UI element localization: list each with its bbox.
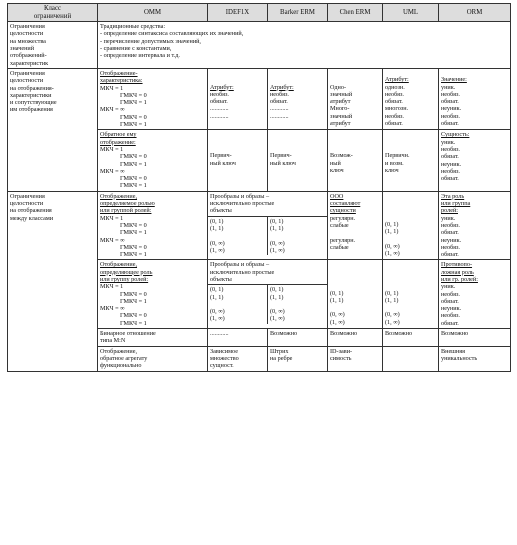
- cell-line: Ограничения: [10, 23, 45, 31]
- cell-line: ГМКЧ = 1: [120, 251, 147, 259]
- cell-line: обязат.: [210, 98, 228, 106]
- row3c-uml: Возможно: [383, 329, 439, 347]
- cell-line: объекты: [210, 275, 232, 283]
- row3b-span: [208, 260, 328, 329]
- cell-line: (0, 1): [270, 286, 284, 294]
- cell-line: ............: [210, 112, 229, 120]
- row2b-omm: [98, 130, 208, 191]
- row3a-chen-head: [330, 193, 380, 215]
- cell-line: ГМКЧ = 1: [120, 160, 147, 168]
- cell-line: им отображения: [10, 106, 53, 114]
- cell-line: (1, ∞): [210, 315, 225, 323]
- row1-class: [8, 22, 98, 69]
- cell-line: обязат.: [441, 229, 459, 237]
- cell-line: Зависимое: [210, 347, 238, 355]
- row2a-uml: [383, 68, 439, 129]
- header-barker: Barker ERM: [268, 4, 328, 22]
- row3b-idef1x: [208, 285, 268, 323]
- cell-line: (0, 1): [330, 289, 344, 297]
- cell-line: (0, 1): [385, 289, 399, 297]
- cell-line: уник.: [441, 83, 456, 91]
- row3d-chen: [328, 346, 383, 371]
- cell-line: Противопо-: [441, 261, 473, 269]
- cell-line: на отображения: [10, 207, 52, 215]
- cell-line: слабые: [330, 243, 349, 251]
- cell-line: неуник.: [441, 160, 462, 168]
- header-omm: OMM: [98, 4, 208, 22]
- cell-line: сущност.: [210, 362, 234, 370]
- cell-line: или группа: [441, 200, 471, 208]
- cell-line: ГМКЧ = 0: [120, 221, 147, 229]
- cell-line: обратное агрегату: [100, 354, 148, 362]
- row3b-orm: [439, 260, 511, 329]
- cell-line: или группой ролей:: [100, 207, 152, 215]
- cell-line: ГМКЧ = 0: [120, 243, 147, 251]
- row2a-omm: [98, 68, 208, 129]
- cell-line: - перечисление допустимых значений,: [100, 37, 201, 45]
- row3b-barker: [268, 285, 327, 323]
- cell-line: (1, ∞): [210, 246, 225, 254]
- cell-line: МКЧ = ∞: [100, 167, 125, 175]
- row3d-orm: [439, 346, 511, 371]
- cell-line: объекты: [210, 207, 232, 215]
- cell-line: необяз.: [270, 90, 289, 98]
- cell-line: ГМКЧ = 0: [120, 113, 147, 121]
- cell-line: и возм.: [385, 159, 404, 167]
- cell-line: отображений-: [10, 52, 47, 60]
- row3a-uml: [383, 191, 439, 260]
- cell-line: МКЧ = ∞: [100, 236, 125, 244]
- cell-line: Бинарное отношение: [100, 330, 156, 338]
- row3a-span-values: [208, 217, 327, 255]
- cell-line: (1, ∞): [270, 246, 285, 254]
- cell-line: МКЧ = 1: [100, 214, 124, 222]
- row-value-constraints: [8, 22, 511, 69]
- cell-line: ГМКЧ = 0: [120, 312, 147, 320]
- cell-line: необяз.: [385, 90, 404, 98]
- cell-line: целостности: [10, 77, 44, 85]
- cell-line: однозн.: [385, 83, 405, 91]
- row3a-idef1x: [208, 217, 268, 255]
- cell-line: МКЧ = ∞: [100, 305, 125, 313]
- cell-line: значный: [330, 112, 353, 120]
- cell-line: (1, 1): [270, 224, 284, 232]
- cell-line: исключительно простые: [210, 200, 275, 208]
- cell-line: атрибут: [330, 120, 351, 128]
- cell-line: регулярн.: [330, 214, 356, 222]
- row2a-chen: [328, 68, 383, 129]
- row3c-chen: Возможно: [328, 329, 383, 347]
- cell-line: симость: [330, 354, 352, 362]
- cell-line: необяз.: [441, 243, 460, 251]
- comparison-table: [7, 3, 511, 372]
- cell-line: обязат.: [441, 98, 459, 106]
- cell-line: обязат.: [441, 251, 459, 259]
- cell-line: многозн.: [385, 105, 409, 113]
- row3c-orm: Возможно: [439, 329, 511, 347]
- cell-line: ГМКЧ = 1: [120, 182, 147, 190]
- cell-line: Традиционные средства:: [100, 23, 166, 31]
- cell-line: Ограничения: [10, 69, 45, 77]
- row3d-idef1x: [208, 346, 268, 371]
- cell-line: ООО: [330, 192, 344, 200]
- cell-line: на ребре: [270, 354, 293, 362]
- cell-line: Возмож-: [330, 152, 353, 160]
- header-row: [8, 4, 511, 22]
- cell-line: Значение:: [441, 76, 467, 84]
- cell-line: Прообразы и образы –: [210, 261, 270, 269]
- row2b-barker: [268, 130, 328, 191]
- row3-class: [8, 191, 98, 371]
- row3b-chen: [328, 260, 383, 329]
- cell-line: ГМКЧ = 0: [120, 153, 147, 161]
- row3c-idef1x: ............: [208, 329, 268, 347]
- cell-line: Отображение,: [100, 192, 138, 200]
- row3c-omm: [98, 329, 208, 347]
- cell-line: неуник.: [441, 236, 462, 244]
- header-class-line: Класс: [44, 5, 61, 12]
- cell-line: уник.: [441, 138, 456, 146]
- cell-line: Обратное ему: [100, 131, 137, 139]
- cell-line: атрибут: [330, 98, 351, 106]
- row2b-orm: [439, 130, 511, 191]
- row2a-orm: [439, 68, 511, 129]
- cell-line: ID-зави-: [330, 347, 353, 355]
- cell-line: ГМКЧ = 0: [120, 290, 147, 298]
- cell-line: значений: [10, 45, 35, 53]
- cell-line: (0, ∞): [385, 242, 400, 250]
- document-page: [7, 3, 510, 372]
- cell-line: (0, ∞): [270, 308, 285, 316]
- cell-line: (1, 1): [385, 296, 399, 304]
- cell-line: Отображение-: [100, 69, 138, 77]
- cell-line: обязат.: [441, 319, 459, 327]
- row3a-orm: [439, 191, 511, 260]
- cell-line: значный: [330, 90, 353, 98]
- cell-line: ключ: [330, 166, 344, 174]
- cell-line: или гр. ролей:: [441, 275, 478, 283]
- cell-line: ролей:: [441, 207, 458, 215]
- row3b-span-head: [208, 260, 327, 285]
- cell-line: или группу ролей:: [100, 275, 149, 283]
- row3a-chen: [328, 191, 383, 260]
- cell-line: необяз.: [441, 221, 460, 229]
- cell-line: определяемое ролью: [100, 200, 155, 208]
- cell-line: Сущность:: [441, 131, 470, 139]
- row-characteristic-mappings: [8, 68, 511, 129]
- cell-line: (0, ∞): [210, 308, 225, 316]
- cell-line: необяз.: [441, 312, 460, 320]
- cell-line: отображение:: [100, 138, 136, 146]
- cell-line: необяз.: [441, 145, 460, 153]
- header-class: [8, 4, 98, 22]
- cell-line: (0, 1): [210, 217, 224, 225]
- cell-line: неуник.: [441, 105, 462, 113]
- cell-line: (1, ∞): [385, 250, 400, 258]
- cell-line: (1, 1): [385, 228, 399, 236]
- cell-line: необяз.: [385, 112, 404, 120]
- cell-line: составляют: [330, 200, 361, 208]
- cell-line: ГМКЧ = 1: [120, 229, 147, 237]
- cell-line: необяз.: [441, 90, 460, 98]
- cell-line: Внешняя: [441, 347, 465, 355]
- cell-line: целостности: [10, 30, 44, 38]
- cell-line: Атрибут:: [385, 76, 409, 84]
- row3b-omm: [98, 260, 208, 329]
- row3a-chen-values: [330, 215, 380, 251]
- cell-line: Много-: [330, 105, 350, 113]
- cell-line: ный ключ: [270, 159, 296, 167]
- cell-line: Первичн.: [385, 152, 410, 160]
- cell-line: ГМКЧ = 0: [120, 91, 147, 99]
- row3b-span-values: [208, 285, 327, 323]
- cell-line: Атрибут:: [270, 83, 294, 91]
- cell-line: уникальность: [441, 354, 478, 362]
- cell-line: Ограничения: [10, 192, 45, 200]
- cell-line: обязат.: [441, 175, 459, 183]
- row2a-barker: [268, 68, 328, 129]
- cell-line: ............: [210, 105, 229, 113]
- cell-line: (0, ∞): [270, 239, 285, 247]
- row1-content: [98, 22, 511, 69]
- cell-line: (1, 1): [210, 224, 224, 232]
- cell-line: (0, ∞): [385, 311, 400, 319]
- cell-line: (1, ∞): [270, 315, 285, 323]
- cell-line: Прообразы и образы –: [210, 192, 270, 200]
- cell-line: МКЧ = 1: [100, 283, 124, 291]
- cell-line: обязат.: [385, 98, 403, 106]
- cell-line: (1, ∞): [385, 318, 400, 326]
- row-role-mappings: [8, 191, 511, 260]
- cell-line: неуник.: [441, 305, 462, 313]
- cell-line: типа M:N: [100, 337, 126, 345]
- cell-line: уник.: [441, 214, 456, 222]
- cell-line: сущности: [330, 207, 356, 215]
- cell-line: Отображение,: [100, 347, 138, 355]
- cell-line: необяз.: [441, 290, 460, 298]
- cell-line: характеристики: [10, 91, 52, 99]
- row3a-span-head: [208, 192, 327, 217]
- cell-line: обязат.: [441, 120, 459, 128]
- cell-line: обязат.: [270, 98, 288, 106]
- cell-line: МКЧ = 1: [100, 84, 124, 92]
- cell-line: Отображение,: [100, 261, 138, 269]
- cell-line: слабые: [330, 221, 349, 229]
- cell-line: (1, 1): [210, 293, 224, 301]
- row3d-uml: [383, 346, 439, 371]
- cell-line: необяз.: [441, 167, 460, 175]
- cell-line: обязат.: [441, 153, 459, 161]
- cell-line: (0, ∞): [330, 311, 345, 319]
- cell-line: между классами: [10, 214, 54, 222]
- row2b-uml: [383, 130, 439, 191]
- cell-line: регулярн.: [330, 236, 356, 244]
- cell-line: обязат.: [385, 120, 403, 128]
- header-uml: UML: [383, 4, 439, 22]
- row2b-chen: [328, 130, 383, 191]
- cell-line: - сравнение с константами,: [100, 45, 172, 53]
- header-orm: ORM: [439, 4, 511, 22]
- cell-line: уник.: [441, 283, 456, 291]
- cell-line: ГМКЧ = 0: [120, 175, 147, 183]
- cell-line: (0, 1): [270, 217, 284, 225]
- cell-line: МКЧ = ∞: [100, 106, 125, 114]
- cell-line: на множества: [10, 37, 46, 45]
- header-class-line: ограничений: [33, 12, 72, 20]
- cell-line: ложная роль: [441, 268, 474, 276]
- cell-line: Штрих: [270, 347, 289, 355]
- cell-line: необяз.: [441, 112, 460, 120]
- cell-line: целостности: [10, 200, 44, 208]
- cell-line: Атрибут:: [210, 83, 234, 91]
- cell-line: МКЧ = 1: [100, 145, 124, 153]
- cell-line: исключительно простые: [210, 268, 275, 276]
- row3a-span: [208, 191, 328, 260]
- row3b-uml: [383, 260, 439, 329]
- row2a-idef1x: [208, 68, 268, 129]
- cell-line: Первич-: [210, 152, 232, 160]
- cell-line: определяющее роль: [100, 268, 153, 276]
- cell-line: ключ: [385, 166, 399, 174]
- cell-line: (1, 1): [330, 296, 344, 304]
- cell-line: ГМКЧ = 1: [120, 121, 147, 129]
- cell-line: характеристика:: [100, 77, 143, 85]
- cell-line: ГМКЧ = 1: [120, 319, 147, 327]
- row2-class: [8, 68, 98, 191]
- cell-line: и сопутствующие: [10, 99, 57, 107]
- cell-line: функционально: [100, 362, 142, 370]
- row3a-omm: [98, 191, 208, 260]
- cell-line: ный ключ: [210, 159, 236, 167]
- cell-line: (0, 1): [210, 286, 224, 294]
- cell-line: (1, ∞): [330, 318, 345, 326]
- cell-line: на отображения-: [10, 84, 54, 92]
- cell-line: (1, 1): [270, 293, 284, 301]
- cell-line: ный: [330, 159, 341, 167]
- cell-line: Одно-: [330, 83, 347, 91]
- cell-line: ГМКЧ = 1: [120, 99, 147, 107]
- row3c-barker: Возможно: [268, 329, 328, 347]
- cell-line: ГМКЧ = 1: [120, 297, 147, 305]
- cell-line: характеристик: [10, 59, 49, 67]
- row3d-omm: [98, 346, 208, 371]
- header-chen: Chen ERM: [328, 4, 383, 22]
- cell-line: - определение интервала и т.д.: [100, 52, 180, 60]
- row2b-idef1x: [208, 130, 268, 191]
- cell-line: необяз.: [210, 90, 229, 98]
- row3a-barker: [268, 217, 327, 255]
- row3d-barker: [268, 346, 328, 371]
- cell-line: - определение синтаксиса составляющих их значений,: [100, 30, 244, 38]
- header-idef1x: IDEF1X: [208, 4, 268, 22]
- cell-line: ............: [270, 112, 289, 120]
- cell-line: ............: [270, 105, 289, 113]
- cell-line: обязат.: [441, 297, 459, 305]
- cell-line: Эта роль: [441, 192, 465, 200]
- cell-line: Первич-: [270, 152, 292, 160]
- cell-line: (0, 1): [385, 220, 399, 228]
- cell-line: (0, ∞): [210, 239, 225, 247]
- cell-line: множество: [210, 354, 239, 362]
